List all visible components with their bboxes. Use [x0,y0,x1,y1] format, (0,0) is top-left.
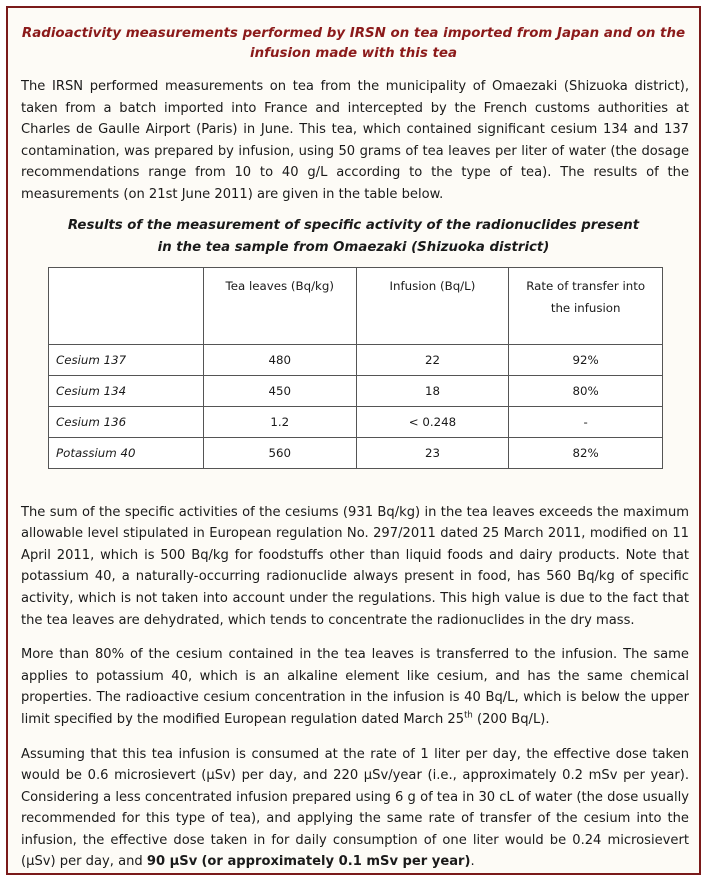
cell-tea-leaves: 560 [203,437,356,468]
cell-infusion: 23 [356,437,509,468]
transfer-paragraph-text: More than 80% of the cesium contained in the tea leaves is transferred to the infusion. The same applies to potassium 40, which is an alkaline element like cesium, and has the same chemical properties. The radioactive cesium concentration in the infusion is 40 Bq/L, which is below the upper limit specified by the modified European regulation dated March 25 [21,647,689,727]
table-row [49,344,663,375]
cell-nuclide: Cesium 134 [49,375,204,406]
results-table [48,267,663,469]
cell-nuclide: Cesium 136 [49,406,204,437]
cell-infusion: 22 [356,344,509,375]
cell-infusion: < 0.248 [356,406,509,437]
cell-tea-leaves: 480 [203,344,356,375]
dose-paragraph [21,744,689,874]
cell-tea-leaves: 450 [203,375,356,406]
header-transfer-line-1: Rate of transfer into [526,278,646,293]
cell-nuclide: Potassium 40 [49,437,204,468]
cell-transfer: 82% [509,437,663,468]
header-transfer-line-2: the infusion [550,300,621,315]
cell-transfer: 92% [509,344,663,375]
dose-paragraph-end: . [470,854,475,870]
ordinal-suffix: th [464,710,473,721]
transfer-paragraph [21,644,689,730]
regulation-paragraph: The sum of the specific activities of the cesiums (931 Bq/kg) in the tea leaves exceeds the maximum allowable level stipulated in European regulation No. 297/2011 dated 25 March 2011, modified on 11 April 2011, which is 500 Bq/kg for foodstuffs other than liquid foods and dairy products. Note that potassium 40, a naturally-occurring radionuclide always present in food, has 560 Bq/kg of specific activity, which is not taken into account under the regulations. This high value is due to the fact that the tea leaves are dehydrated, which tends to concentrate the radionuclides in the dry mass. [21,504,689,628]
dose-value-bold: 90 µSv [146,854,198,870]
cell-nuclide: Cesium 137 [49,344,204,375]
header-nuclide [49,267,204,344]
table-row [49,406,663,437]
dose-paragraph-text: Assuming that this tea infusion is consumed at the rate of 1 liter per day, the effective dose taken would be 0.6 microsievert (µSv) per day, and 220 µSv/year (i.e., approximately 0.2 mSv per year). Considering a less concentrated infusion prepared using 6 g of tea in 30 cL of water (the dose usually recommended for this type of tea), and applying the same rate of transfer of the cesium into the infusion, the effective dose taken in for daily consumption of one liter would be 0.24 microsievert (µSv) per day, and [21,746,689,870]
intro-paragraph: The IRSN performed measurements on tea from the municipality of Omaezaki (Shizuoka district), taken from a batch imported into France and intercepted by the French customs authorities at Charles de Gaulle Airport (Paris) in June. This tea, which contained significant cesium 134 and 137 contamination, was prepared by infusion, using 50 grams of tea leaves per liter of water (the dosage recommendations range from 10 to 40 g/L according to the type of tea). The results of the measurements (on 21st June 2011) are given in the table below. [21,79,689,202]
table-row [49,375,663,406]
cell-tea-leaves: 1.2 [203,406,356,437]
document-frame [6,6,701,875]
table-title [18,215,689,259]
table-title-line-1: Results of the measurement of specific activity of the radionuclides present [67,217,640,233]
header-tea-leaves: Tea leaves (Bq/kg) [203,267,356,344]
transfer-paragraph-end: (200 Bq/L). [472,711,550,727]
cell-infusion: 18 [356,375,509,406]
table-title-line-2: in the tea sample from Omaezaki (Shizuoka district) [157,239,550,255]
dose-approx-bold: (or approximately 0.1 mSv per year) [201,854,471,870]
header-infusion: Infusion (Bq/L) [356,267,509,344]
cell-transfer: - [509,406,663,437]
cell-transfer: 80% [509,375,663,406]
table-row [49,437,663,468]
table-header-row [49,267,663,344]
header-transfer-rate [509,267,663,344]
document-title: Radioactivity measurements performed by IRSN on tea imported from Japan and on the infusion made with this tea [21,26,686,61]
